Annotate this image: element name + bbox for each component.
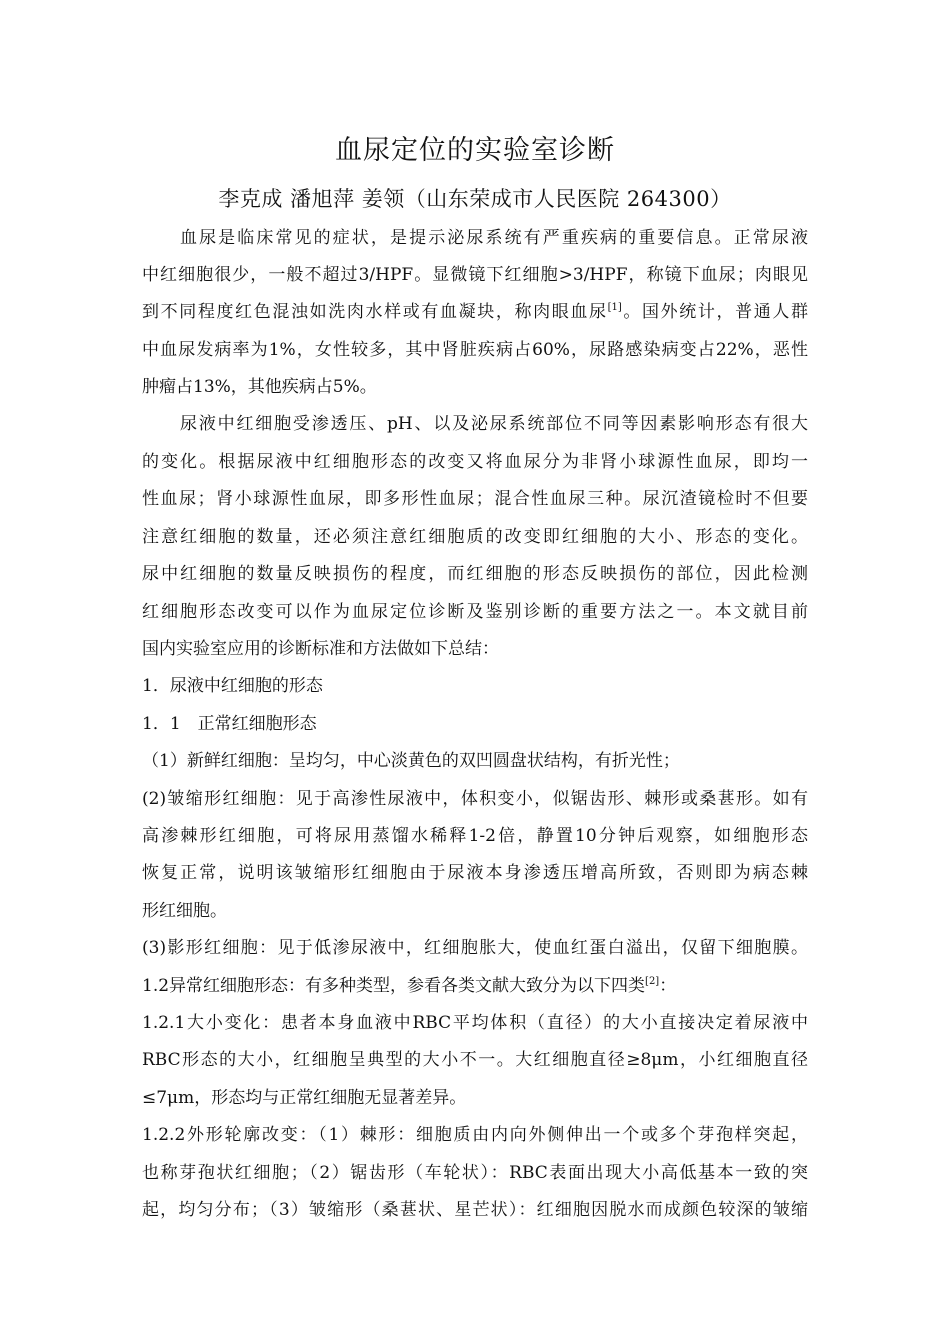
body-line: 1.2.2外形轮廓改变：（1）棘形：细胞质由内向外侧伸出一个或多个芽孢样突起，: [142, 1125, 808, 1145]
citation-ref: [2]: [645, 976, 660, 987]
body-line: 高渗棘形红细胞，可将尿用蒸馏水稀释1-2倍，静置10分钟后观察，如细胞形态: [142, 826, 808, 846]
citation-ref: [1]: [607, 302, 622, 313]
body-line: 也称芽孢状红细胞；（2）锯齿形（车轮状）：RBC表面出现大小高低基本一致的突: [142, 1163, 808, 1183]
body-line: 中血尿发病率为1%，女性较多，其中肾脏疾病占60%，尿路感染病变占22%，恶性: [142, 340, 808, 360]
document-title: 血尿定位的实验室诊断: [335, 135, 615, 166]
body-line: ≤7μm，形态均与正常红细胞无显著差异。: [142, 1088, 467, 1108]
body-line: （1）新鲜红细胞：呈均匀，中心淡黄色的双凹圆盘状结构，有折光性；: [142, 751, 680, 771]
body-line: (3)影形红细胞：见于低渗尿液中，红细胞胀大，使血红蛋白溢出，仅留下细胞膜。: [142, 938, 808, 958]
subsection-heading: 1．1 正常红细胞形态: [142, 714, 317, 734]
body-line: 起，均匀分布；（3）皱缩形（桑葚状、星芒状）：红细胞因脱水而成颜色较深的皱缩: [142, 1200, 808, 1220]
body-line: 注意红细胞的数量，还必须注意红细胞质的改变即红细胞的大小、形态的变化。: [142, 527, 808, 547]
body-line: 恢复正常，说明该皱缩形红细胞由于尿液本身渗透压增高所致，否则即为病态棘: [142, 863, 808, 883]
body-line: 的变化。根据尿液中红细胞形态的改变又将血尿分为非肾小球源性血尿，即均一: [142, 452, 808, 472]
body-line: 尿中红细胞的数量反映损伤的程度，而红细胞的形态反映损伤的部位，因此检测: [142, 564, 808, 584]
body-line: 红细胞形态改变可以作为血尿定位诊断及鉴别诊断的重要方法之一。本文就目前: [142, 602, 808, 622]
body-line: 中红细胞很少，一般不超过3/HPF。显微镜下红细胞>3/HPF，称镜下血尿；肉眼见: [142, 265, 808, 285]
body-line: RBC形态的大小，红细胞呈典型的大小不一。大红细胞直径≥8μm，小红细胞直径: [142, 1050, 808, 1070]
body-line: 到不同程度红色混浊如洗肉水样或有血凝块，称肉眼血尿[1]。国外统计，普通人群: [142, 302, 808, 322]
body-line: 性血尿；肾小球源性血尿，即多形性血尿；混合性血尿三种。尿沉渣镜检时不但要: [142, 489, 808, 509]
body-line: 形红细胞。: [142, 901, 227, 921]
body-line: 血尿是临床常见的症状，是提示泌尿系统有严重疾病的重要信息。正常尿液: [180, 228, 808, 248]
subsection-heading: 1.2异常红细胞形态：有多种类型，参看各类文献大致分为以下四类[2]：: [142, 976, 677, 996]
author-line: 李克成 潘旭萍 姜领（山东荣成市人民医院 264300）: [218, 187, 732, 211]
body-line: 1.2.1大小变化：患者本身血液中RBC平均体积（直径）的大小直接决定着尿液中: [142, 1013, 808, 1033]
body-line: 尿液中红细胞受渗透压、pH、以及泌尿系统部位不同等因素影响形态有很大: [180, 414, 808, 434]
section-heading: 1．尿液中红细胞的形态: [142, 676, 323, 696]
body-line: (2)皱缩形红细胞：见于高渗性尿液中，体积变小，似锯齿形、棘形或桑葚形。如有: [142, 789, 808, 809]
body-line: 国内实验室应用的诊断标准和方法做如下总结：: [142, 639, 499, 659]
body-line: 肿瘤占13%，其他疾病占5%。: [142, 377, 377, 397]
